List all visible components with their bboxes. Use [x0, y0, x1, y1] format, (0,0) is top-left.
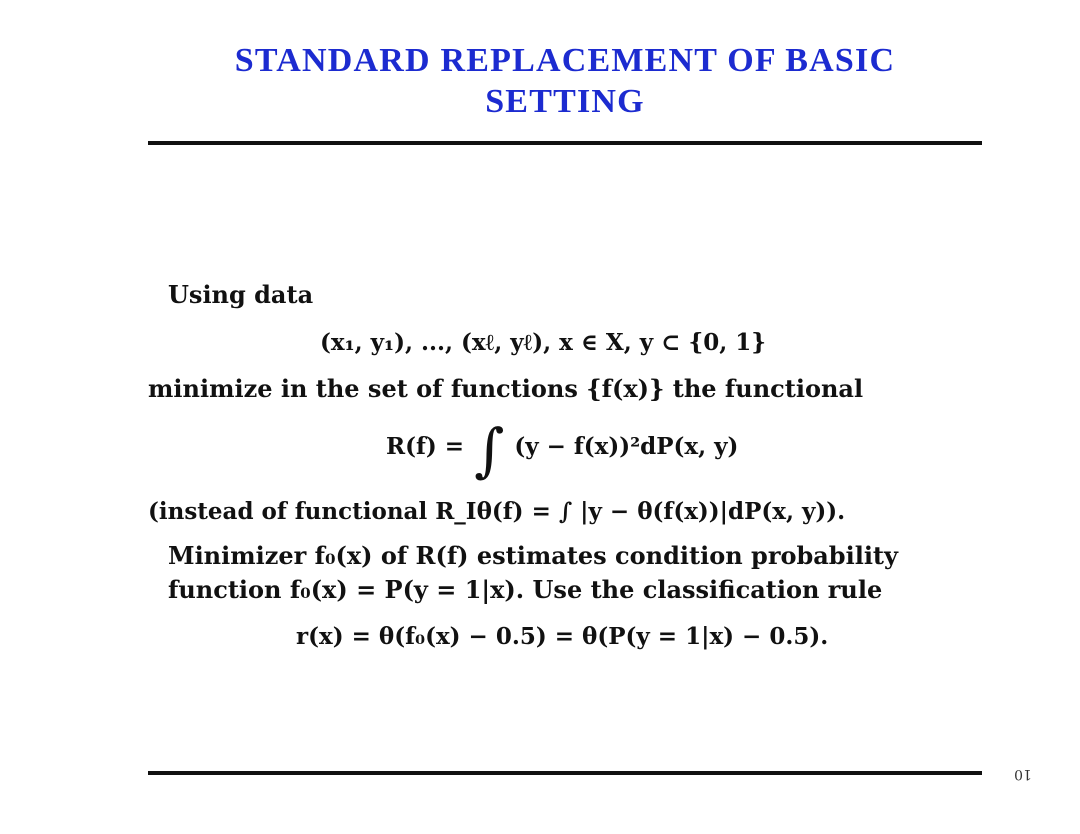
slide-title [148, 40, 982, 122]
risk-functional-formula [386, 416, 739, 484]
minimize-line: minimize in the set of functions {f(x)} the functional [148, 374, 864, 403]
using-data-text: Using data [168, 280, 314, 309]
risk-lhs: R(f) = [386, 433, 465, 460]
data-formula: (x₁, y₁), ..., (xℓ, yℓ), x ∈ X, y ⊂ {0, 1} [320, 329, 767, 356]
minimizer-line-1: Minimizer f₀(x) of R(f) estimates condition probability [168, 541, 898, 570]
bottom-rule [148, 771, 982, 775]
minimizer-line-2: function f₀(x) = P(y = 1|x). Use the classification rule [168, 575, 883, 604]
title-line-1: STANDARD REPLACEMENT OF BASIC [234, 42, 896, 79]
integral-symbol: ∫ [474, 416, 505, 484]
classification-rule-formula: r(x) = θ(f₀(x) − 0.5) = θ(P(y = 1|x) − 0.5). [296, 623, 829, 650]
risk-rhs: (y − f(x))²dP(x, y) [514, 433, 739, 460]
instead-line: (instead of functional R_Iθ(f) = ∫ |y − θ(f(x))|dP(x, y)). [148, 498, 846, 525]
title-line-2: SETTING [485, 83, 645, 120]
top-rule [148, 141, 982, 145]
page-number: 10 [1014, 766, 1032, 782]
